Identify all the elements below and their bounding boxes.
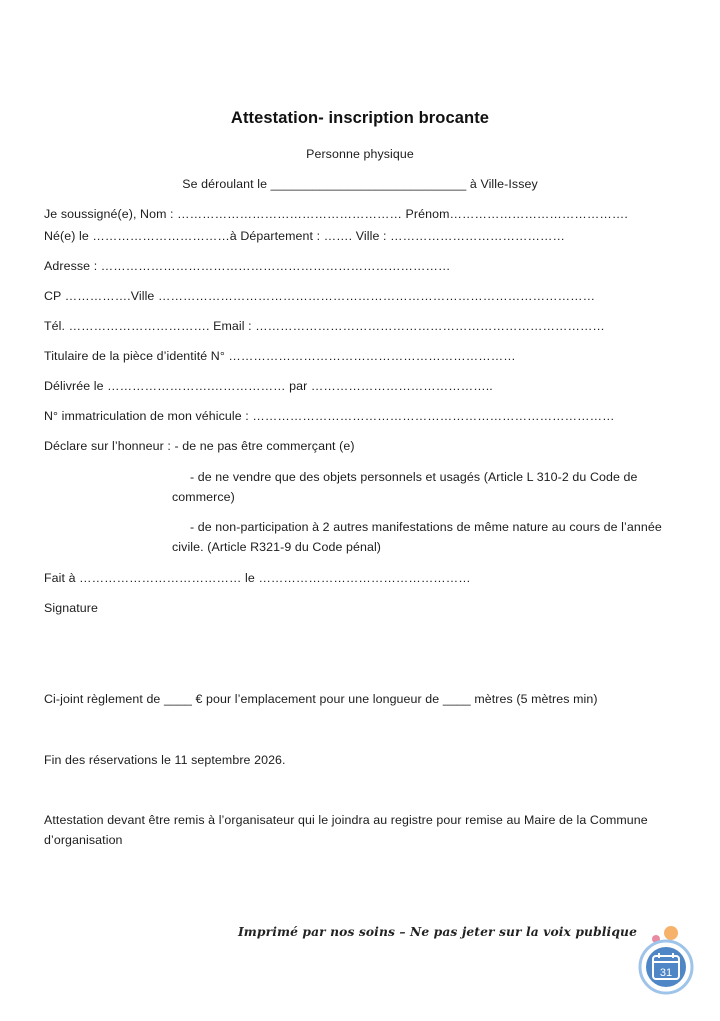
footer-note: Imprimé par nos soins – Ne pas jeter sur la voix publique — [237, 924, 637, 939]
page-title: Attestation- inscription brocante — [230, 109, 490, 127]
fait-a-line: Fait à ………………………………… le …………………………………………… — [44, 571, 471, 585]
attestation-note: Attestation devant être remis à l’organisateur qui le joindra au registre pour remise au Maire de la Commune d’organisation — [44, 813, 648, 847]
calendar-day-number: 31 — [659, 967, 673, 979]
reglement-line: Ci-joint règlement de ____ € pour l’emplacement pour une longueur de ____ mètres (5 mètres min) — [44, 692, 598, 706]
piece-identite-line: Titulaire de la pièce d’identité N° …………………………………………………………… — [44, 349, 516, 363]
fin-reservations-line: Fin des réservations le 11 septembre 2026. — [44, 753, 286, 767]
declaration-item-objets: - de ne vendre que des objets personnels et usagés (Article L 310-2 du Code de commerce) — [172, 470, 638, 504]
naissance-line: Né(e) le ……………………………à Département : ……. Ville : …………………………………… — [44, 229, 565, 243]
declaration-intro: Déclare sur l’honneur : - de ne pas être commerçant (e) — [44, 439, 355, 453]
cp-ville-line: CP …………….Ville …………………………………………………………………………………………… — [44, 289, 596, 303]
calendar-icon — [635, 924, 703, 996]
signature-label: Signature — [44, 601, 98, 615]
calendar-app-badge[interactable] — [635, 924, 703, 996]
subtitle: Personne physique — [306, 147, 414, 161]
immatriculation-line: N° immatriculation de mon véhicule : …………………………………………………………………………… — [44, 409, 615, 423]
adresse-line: Adresse : ………………………………………………………………………… — [44, 259, 451, 273]
declaration-item-participation: - de non-participation à 2 autres manifestations de même nature au cours de l’année civile. (Article R321-9 du Code pénal) — [172, 520, 662, 554]
nom-prenom-line: Je soussigné(e), Nom : ……………………………………………… Prénom……………………………………. — [44, 207, 628, 221]
event-date-line: Se déroulant le ____________________________ à Ville-Issey — [182, 177, 538, 191]
delivree-line: Délivrée le …………………….……………… par …………………………………….. — [44, 379, 493, 393]
tel-email-line: Tél. ……………………………. Email : ………………………………………………………………………… — [44, 319, 605, 333]
